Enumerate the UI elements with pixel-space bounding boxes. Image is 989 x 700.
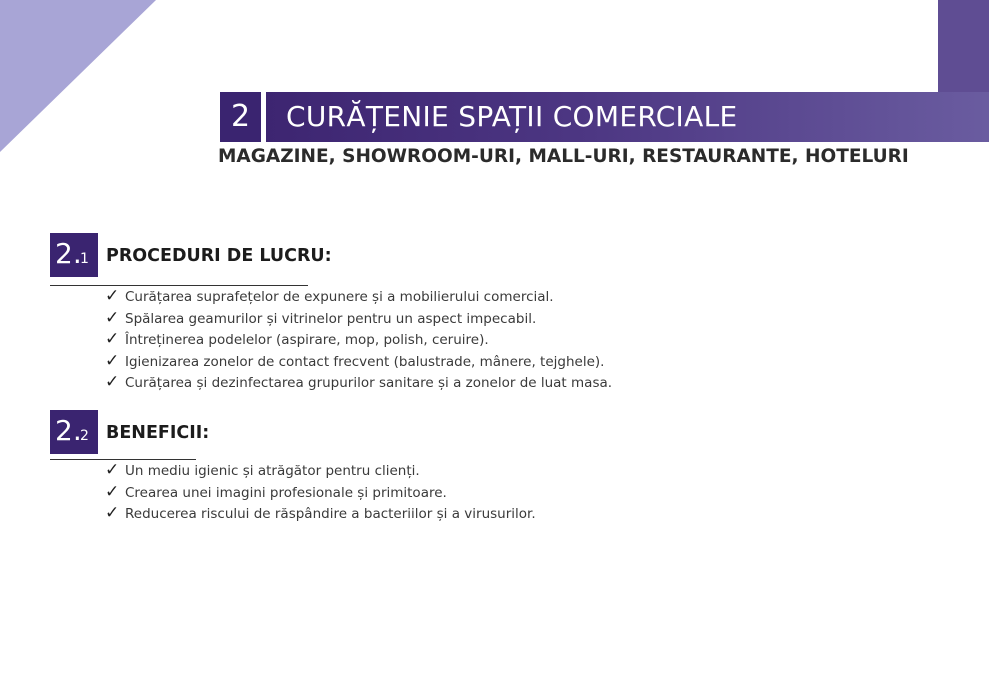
check-mark-icon: ✓ <box>105 372 120 392</box>
section-heading: PROCEDURI DE LUCRU: <box>106 246 332 266</box>
check-mark-icon: ✓ <box>105 307 120 328</box>
list-item <box>105 308 612 330</box>
list-item <box>105 286 612 308</box>
check-mark-icon: ✓ <box>105 329 120 349</box>
list-item <box>105 329 612 351</box>
list-item-text: Un mediu igienic și atrăgător pentru clienți. <box>125 463 420 479</box>
check-mark-icon: ✓ <box>105 503 120 523</box>
check-mark-icon: ✓ <box>105 481 120 502</box>
section-number-sub: 1 <box>80 251 89 267</box>
section-number-main: 2. <box>55 414 82 447</box>
list-item-text: Spălarea geamurilor și vitrinelor pentru un aspect impecabil. <box>125 310 537 327</box>
section-number-main: 2. <box>55 237 82 270</box>
list-item <box>105 460 536 482</box>
decorative-corner-triangle <box>0 0 156 152</box>
benefits-list <box>105 460 536 525</box>
list-item <box>105 351 612 373</box>
list-item <box>105 372 612 394</box>
section-heading: BENEFICII: <box>106 423 210 443</box>
list-item-text: Curățarea și dezinfectarea grupurilor sanitare și a zonelor de luat masa. <box>125 375 613 391</box>
list-item-text: Întreținerea podelelor (aspirare, mop, polish, ceruire). <box>125 332 489 348</box>
list-item-text: Crearea unei imagini profesionale și primitoare. <box>125 484 447 501</box>
chapter-number: 2 <box>220 92 261 142</box>
procedures-list <box>105 286 612 394</box>
section-number-badge <box>50 233 98 277</box>
check-mark-icon: ✓ <box>105 350 120 371</box>
list-item-text: Igienizarea zonelor de contact frecvent (balustrade, mânere, tejghele). <box>125 353 605 370</box>
title-banner <box>266 92 989 142</box>
page-subtitle: MAGAZINE, SHOWROOM-URI, MALL-URI, RESTAURANTE, HOTELURI <box>218 146 909 167</box>
list-item-text: Reducerea riscului de răspândire a bacteriilor și a virusurilor. <box>125 506 536 522</box>
list-item <box>105 503 536 525</box>
check-mark-icon: ✓ <box>105 286 120 306</box>
section-number-sub: 2 <box>80 428 89 444</box>
check-mark-icon: ✓ <box>105 460 120 480</box>
list-item-text: Curățarea suprafețelor de expunere și a mobilierului comercial. <box>125 289 554 305</box>
page-title: CURĂȚENIE SPAȚII COMERCIALE <box>286 100 738 133</box>
section-number-badge <box>50 410 98 454</box>
list-item <box>105 482 536 504</box>
